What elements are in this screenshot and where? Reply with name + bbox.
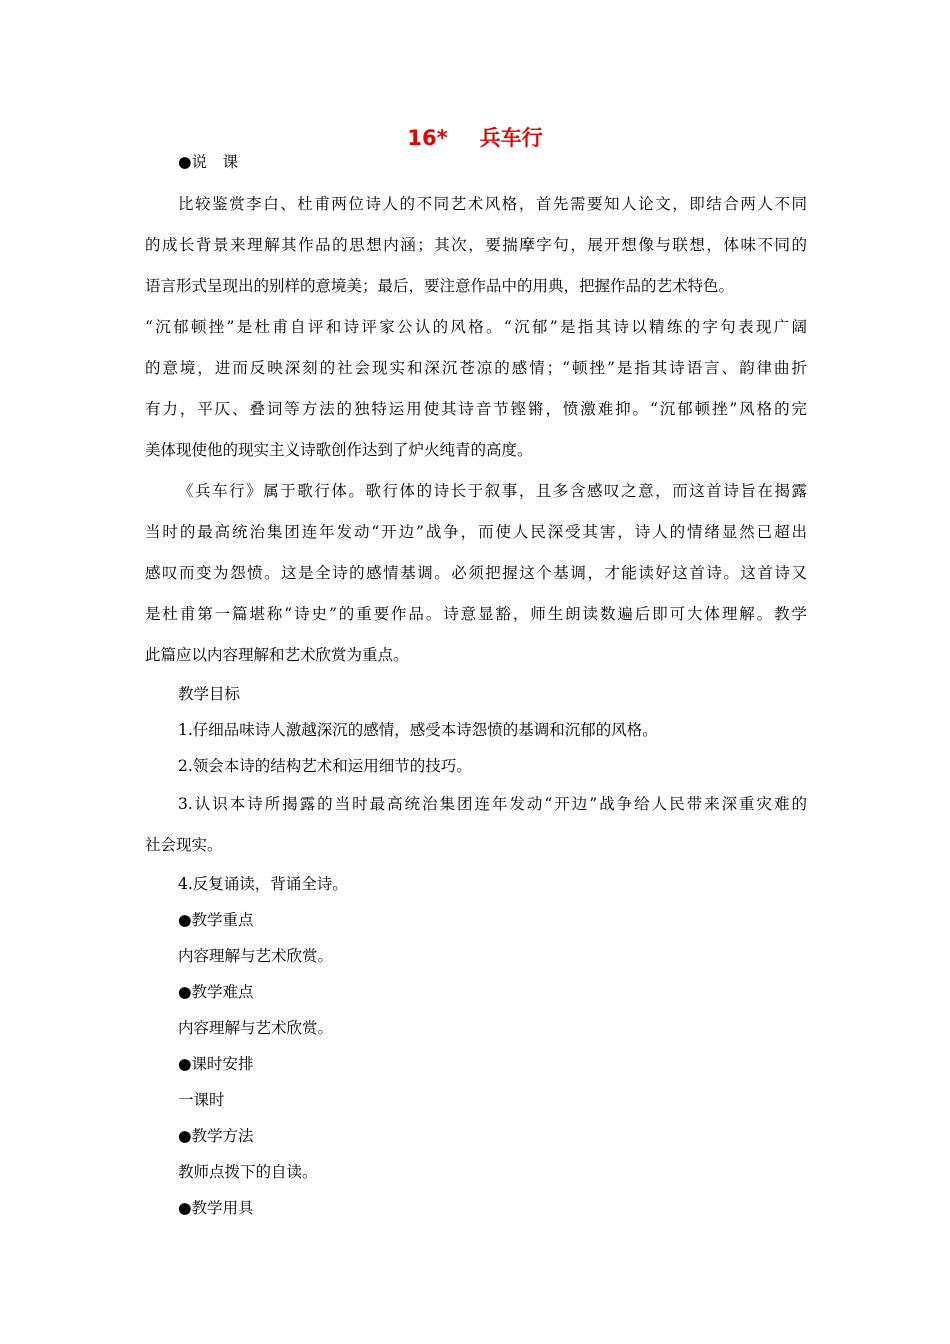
paragraph-line: 当时的最高统治集团连年发动“开边”战争，而使人民深受其害，诗人的情绪显然已超出	[145, 523, 807, 541]
goal-item: 1.仔细品味诗人激越深沉的感情，感受本诗怨愤的基调和沉郁的风格。	[178, 721, 658, 739]
section-heading-difficulty: ●教学难点	[178, 983, 254, 1001]
paragraph-line: 是杜甫第一篇堪称“诗史”的重要作品。诗意显豁，师生朗读数遍后即可大体理解。教学	[145, 605, 807, 623]
section-heading-shuoke: ●说 课	[178, 153, 239, 171]
goal-item: 2.领会本诗的结构艺术和运用细节的技巧。	[178, 757, 472, 775]
section-heading-focus: ●教学重点	[178, 911, 254, 929]
document-body	[145, 148, 807, 1226]
paragraph-line: 感叹而变为怨愤。这是全诗的感情基调。必须把握这个基调，才能读好这首诗。这首诗又	[145, 564, 807, 582]
method-text: 教师点拨下的自读。	[178, 1163, 318, 1181]
difficulty-text: 内容理解与艺术欣赏。	[178, 1019, 334, 1037]
paragraph-line: 语言形式呈现出的别样的意境美；最后，要注意作品中的用典，把握作品的艺术特色。	[145, 277, 735, 295]
goals-heading: 教学目标	[178, 685, 241, 703]
focus-text: 内容理解与艺术欣赏。	[178, 947, 334, 965]
paragraph-1	[145, 184, 807, 471]
schedule-text: 一课时	[178, 1091, 225, 1109]
paragraph-line: 有力，平仄、叠词等方法的独特运用使其诗音节铿锵，愤激难抑。“沉郁顿挫”风格的完	[145, 400, 807, 418]
goal-item-continued: 社会现实。	[145, 836, 223, 854]
paragraph-line: 的意境，进而反映深刻的社会现实和深沉苍凉的感情；“顿挫”是指其诗语言、韵律曲折	[145, 359, 807, 377]
paragraph-line: 此篇应以内容理解和艺术欣赏为重点。	[145, 646, 409, 664]
lesson-title: 兵车行	[479, 126, 543, 150]
goal-item: 3.认识本诗所揭露的当时最高统治集团连年发动“开边”战争给人民带来深重灾难的	[178, 795, 807, 813]
paragraph-line: 《兵车行》属于歌行体。歌行体的诗长于叙事，且多含感叹之意，而这首诗旨在揭露	[178, 482, 807, 500]
lesson-number: 16*	[407, 126, 448, 150]
paragraph-line: 比较鉴赏李白、杜甫两位诗人的不同艺术风格，首先需要知人论文，即结合两人不同	[178, 195, 807, 213]
section-heading-tools: ●教学用具	[178, 1199, 254, 1217]
paragraph-line: 美体现使他的现实主义诗歌创作达到了炉火纯青的高度。	[145, 441, 533, 459]
paragraph-line: 的成长背景来理解其作品的思想内涵；其次，要揣摩字句，展开想像与联想，体味不同的	[145, 236, 807, 254]
goal-item: 4.反复诵读，背诵全诗。	[178, 875, 348, 893]
paragraph-line: “沉郁顿挫”是杜甫自评和诗评家公认的风格。“沉郁”是指其诗以精练的字句表现广阔	[145, 318, 807, 336]
paragraph-2	[145, 471, 807, 676]
section-heading-method: ●教学方法	[178, 1127, 254, 1145]
section-heading-schedule: ●课时安排	[178, 1055, 254, 1073]
